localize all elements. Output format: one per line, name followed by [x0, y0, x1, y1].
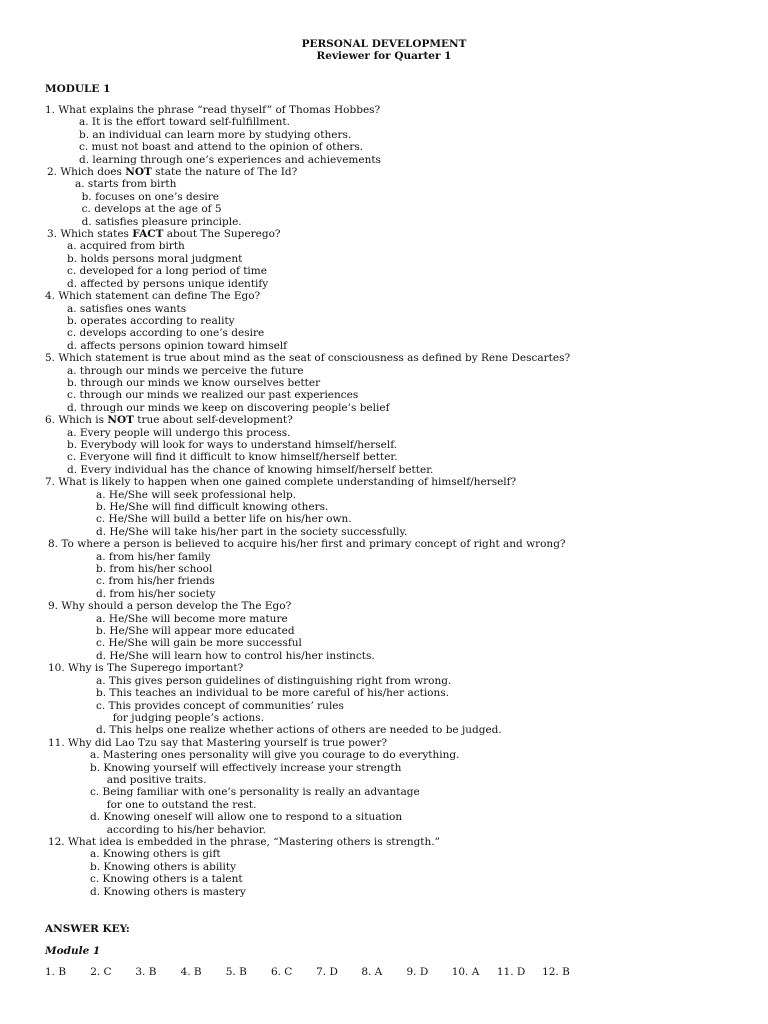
answer-option: b. Knowing others is ability — [90, 860, 237, 873]
question-item — [0, 166, 768, 228]
answer-option: b. from his/her school — [96, 563, 213, 576]
question-stem: 11. Why did Lao Tzu say that Mastering yourself is true power? — [48, 736, 388, 749]
answer-option: b. He/She will find difficult knowing others. — [96, 501, 329, 513]
answer-option: a. through our minds we perceive the future — [67, 364, 304, 377]
answer-option: according to his/her behavior. — [90, 823, 266, 836]
answer-key-item: 3. B — [135, 966, 157, 978]
answer-option: d. He/She will take his/her part in the society successfully. — [96, 525, 408, 538]
answer-option: a. acquired from birth — [67, 240, 185, 253]
question-stem: 8. To where a person is believed to acquire his/her first and primary concept of right and wrong? — [48, 538, 566, 551]
answer-option: c. He/She will gain be more successful — [96, 637, 302, 650]
answer-option: d. This helps one realize whether actions of others are needed to be judged. — [96, 724, 502, 737]
module-heading: MODULE 1 — [45, 83, 111, 95]
answer-option: b. through our minds we know ourselves better — [67, 376, 321, 389]
answer-key-item: 12. B — [542, 966, 570, 978]
question-stem: 12. What idea is embedded in the phrase, “Mastering others is strength.” — [48, 835, 440, 848]
answer-option: a. He/She will become more mature — [96, 612, 288, 625]
question-stem: 1. What explains the phrase “read thyself” of Thomas Hobbes? — [45, 104, 381, 116]
answer-option: a. Mastering ones personality will give you courage to do everything. — [90, 749, 460, 762]
answer-option: c. develops at the age of 5 — [75, 203, 222, 216]
answer-option: d. Knowing others is mastery — [90, 885, 246, 898]
question-list — [0, 104, 768, 898]
answer-option: d. from his/her society — [96, 587, 216, 600]
answer-option: d. Knowing oneself will allow one to respond to a situation — [90, 811, 403, 824]
answer-key-heading: ANSWER KEY: — [45, 923, 130, 935]
question-item — [0, 414, 768, 476]
answer-option: d. Every individual has the chance of knowing himself/herself better. — [67, 463, 434, 476]
answer-key-item: 8. A — [361, 966, 383, 978]
answer-key-item: 9. D — [406, 966, 429, 978]
answer-option: b. operates according to reality — [67, 314, 235, 327]
answer-option: b. focuses on one’s desire — [75, 190, 219, 203]
question-item — [0, 352, 768, 414]
question-stem: 6. Which is NOT true about self-development? — [45, 414, 293, 427]
question-item — [0, 538, 768, 600]
answer-option: and positive traits. — [90, 773, 207, 786]
question-stem: 2. Which does NOT state the nature of The Id? — [47, 166, 298, 179]
answer-option: b. an individual can learn more by studying others. — [79, 128, 352, 141]
question-item — [0, 600, 768, 662]
question-item — [0, 476, 768, 538]
answer-key-item: 10. A — [451, 966, 480, 978]
answer-key-item: 4. B — [180, 966, 202, 978]
answer-option: d. affected by persons unique identify — [67, 277, 269, 290]
answer-option: c. must not boast and attend to the opinion of others. — [79, 141, 364, 154]
answer-option: b. Everybody will look for ways to understand himself/herself. — [67, 438, 398, 451]
answer-key-item: 11. D — [496, 966, 526, 978]
question-item — [0, 290, 768, 352]
answer-option: c. through our minds we realized our past experiences — [67, 389, 359, 402]
answer-key-item: 1. B — [45, 966, 67, 978]
answer-option: b. Knowing yourself will effectively increase your strength — [90, 761, 402, 774]
answer-key-item: 7. D — [316, 966, 338, 978]
answer-key-item: 5. B — [225, 966, 247, 978]
answer-option: d. satisfies pleasure principle. — [75, 215, 242, 228]
answer-option: c. developed for a long period of time — [67, 265, 267, 278]
answer-option: c. Being familiar with one’s personality is really an advantage — [90, 786, 420, 799]
answer-option: c. He/She will build a better life on his/her own. — [96, 513, 352, 526]
answer-option: d. He/She will learn how to control his/her instincts. — [96, 649, 375, 662]
answer-key-item: 2. C — [90, 966, 112, 978]
answer-option: a. satisfies ones wants — [67, 302, 187, 315]
question-item — [0, 104, 768, 166]
answer-option: b. This teaches an individual to be more careful of his/her actions. — [96, 687, 449, 700]
question-item — [0, 737, 768, 836]
question-stem: 4. Which statement can define The Ego? — [45, 290, 261, 303]
answer-option: c. Everyone will find it difficult to know himself/herself better. — [67, 451, 398, 464]
question-item — [0, 228, 768, 290]
question-item — [0, 662, 768, 736]
answer-key-module-label: Module 1 — [45, 945, 101, 957]
question-stem: 3. Which states FACT about The Superego? — [47, 228, 281, 241]
answer-option: d. learning through one’s experiences and achievements — [79, 153, 381, 166]
answer-option: a. This gives person guidelines of distinguishing right from wrong. — [96, 674, 452, 687]
answer-option: for judging people’s actions. — [96, 711, 265, 724]
answer-option: a. It is the effort toward self-fulfillment. — [79, 116, 290, 129]
answer-key-item: 6. C — [270, 966, 293, 978]
question-stem: 9. Why should a person develop the The Ego? — [48, 600, 292, 613]
answer-option: a. from his/her family — [96, 550, 211, 563]
answer-option: b. He/She will appear more educated — [96, 625, 295, 638]
answer-option: c. This provides concept of communities’ rules — [96, 699, 344, 712]
answer-option: c. from his/her friends — [96, 575, 215, 588]
question-item — [0, 836, 768, 898]
answer-option: for one to outstand the rest. — [90, 798, 257, 811]
answer-option: d. affects persons opinion toward himself — [67, 339, 288, 352]
answer-option: c. Knowing others is a talent — [90, 873, 243, 886]
answer-option: a. starts from birth — [75, 178, 177, 191]
question-stem: 7. What is likely to happen when one gained complete understanding of himself/herself? — [45, 476, 517, 489]
answer-key-list — [45, 966, 587, 978]
answer-option: a. He/She will seek professional help. — [96, 488, 296, 501]
document-title: PERSONAL DEVELOPMENT — [301, 38, 467, 50]
answer-option: a. Knowing others is gift — [90, 848, 221, 861]
question-stem: 10. Why is The Superego important? — [48, 662, 244, 675]
answer-option: c. develops according to one’s desire — [67, 327, 265, 340]
answer-option: d. through our minds we keep on discovering people’s belief — [67, 401, 390, 414]
document-subtitle: Reviewer for Quarter 1 — [316, 50, 452, 62]
answer-option: a. Every people will undergo this process. — [67, 426, 291, 439]
question-stem: 5. Which statement is true about mind as the seat of consciousness as defined by Rene Descartes? — [45, 352, 571, 365]
answer-option: b. holds persons moral judgment — [67, 252, 243, 265]
